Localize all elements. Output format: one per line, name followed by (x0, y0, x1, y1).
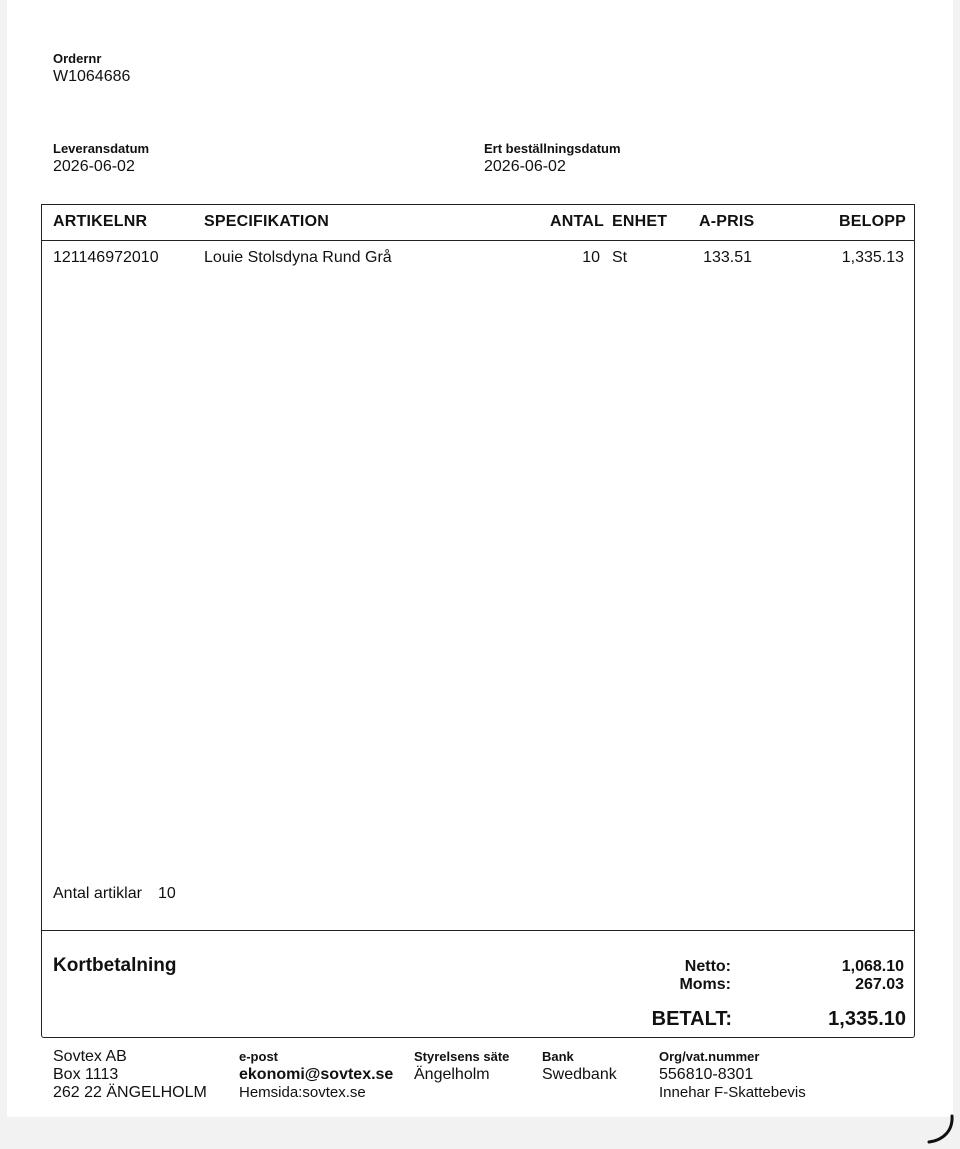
org-label: Org/vat.nummer (659, 1049, 760, 1064)
cell-enhet: St (612, 249, 628, 266)
f-skatt-note: Innehar F-Skattebevis (659, 1084, 806, 1101)
order-number-label: Ordernr (53, 51, 102, 66)
seat-value: Ängelholm (414, 1066, 490, 1083)
email-value[interactable]: ekonomi@sovtex.se (239, 1066, 394, 1083)
betalt-value: 1,335.10 (828, 1008, 906, 1030)
company-name: Sovtex AB (53, 1048, 127, 1065)
header-specifikation: SPECIFIKATION (204, 213, 329, 230)
email-label: e-post (239, 1049, 278, 1064)
org-value: 556810-8301 (659, 1066, 754, 1083)
order-date-value: 2026-06-02 (484, 158, 566, 175)
company-city: 262 22 ÄNGELHOLM (53, 1084, 207, 1101)
order-date-label: Ert beställningsdatum (484, 141, 621, 156)
order-number-value: W1064686 (53, 68, 131, 85)
cell-apris: 133.51 (703, 249, 752, 266)
website[interactable]: Hemsida:sovtex.se (239, 1084, 366, 1101)
header-belopp: BELOPP (839, 213, 906, 230)
seat-label: Styrelsens säte (414, 1049, 510, 1064)
bank-value: Swedbank (542, 1066, 617, 1083)
totals-section (41, 930, 915, 1038)
netto-value: 1,068.10 (841, 958, 904, 975)
delivery-date-value: 2026-06-02 (53, 158, 135, 175)
loading-arc-icon (926, 1112, 956, 1144)
company-box: Box 1113 (53, 1066, 119, 1083)
cell-belopp: 1,335.13 (841, 249, 904, 266)
delivery-date-label: Leveransdatum (53, 141, 150, 156)
items-table (41, 204, 915, 931)
bank-label: Bank (542, 1049, 574, 1064)
cell-antal: 10 (582, 249, 600, 266)
payment-method: Kortbetalning (53, 955, 177, 976)
netto-label: Netto: (684, 958, 731, 975)
item-count-label: Antal artiklar (53, 885, 142, 902)
header-apris: A-PRIS (699, 213, 755, 230)
header-enhet: ENHET (612, 213, 668, 230)
moms-label: Moms: (679, 976, 731, 993)
header-divider (42, 240, 914, 241)
betalt-label: BETALT: (651, 1008, 732, 1030)
cell-artikelnr: 121146972010 (53, 249, 159, 266)
receipt-page (7, 0, 953, 1117)
cell-specifikation: Louie Stolsdyna Rund Grå (204, 249, 392, 266)
item-count-value: 10 (158, 885, 176, 902)
moms-value: 267.03 (855, 976, 904, 993)
header-antal: ANTAL (550, 213, 605, 230)
header-artikelnr: ARTIKELNR (53, 213, 148, 230)
